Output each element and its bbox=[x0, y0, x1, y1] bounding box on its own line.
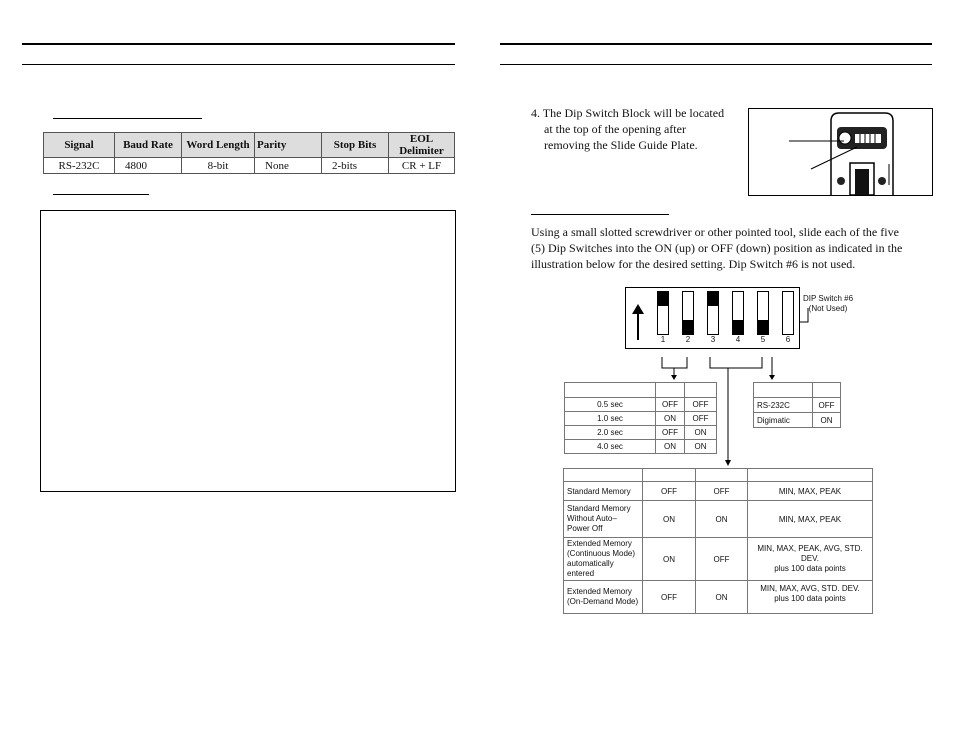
timing-table bbox=[564, 382, 717, 454]
dip-number-5: 5 bbox=[760, 335, 766, 344]
timing-cell-b: OFF bbox=[685, 398, 717, 412]
memory-cell-a: OFF bbox=[643, 581, 696, 614]
timing-cell-label: 0.5 sec bbox=[565, 398, 656, 412]
instructions-line-3: illustration below for the desired setting. Dip Switch #6 is not used. bbox=[531, 257, 856, 271]
memory-cell-stats: MIN, MAX, PEAK bbox=[748, 482, 873, 501]
memory-cell-mode: Standard Memory Without Auto– Power Off bbox=[564, 501, 643, 538]
table-row bbox=[754, 413, 841, 428]
left-header-rule-bottom bbox=[22, 64, 455, 65]
step-4-text bbox=[531, 105, 741, 153]
dip-switch-5[interactable] bbox=[757, 291, 769, 335]
dip-note-line-1: DIP Switch #6 bbox=[802, 294, 854, 303]
dip-switch-2[interactable] bbox=[682, 291, 694, 335]
table-row bbox=[565, 412, 717, 426]
timing-cell-b: OFF bbox=[685, 412, 717, 426]
spec-header-baud-rate: Baud Rate bbox=[115, 133, 182, 158]
table-row bbox=[564, 581, 873, 614]
up-arrow-icon bbox=[628, 302, 648, 342]
timing-cell-a: OFF bbox=[656, 426, 685, 440]
left-heading-underline-2 bbox=[53, 194, 149, 195]
memory-cell-mode: Extended Memory (Continuous Mode) automatically entered bbox=[564, 538, 643, 581]
spec-cell-word-length: 8-bit bbox=[182, 158, 255, 174]
left-empty-box bbox=[40, 210, 456, 492]
timing-cell-a: ON bbox=[656, 440, 685, 454]
dip-switch-6[interactable] bbox=[782, 291, 794, 335]
timing-cell-label: 1.0 sec bbox=[565, 412, 656, 426]
timing-header-row bbox=[565, 383, 717, 398]
step-4-line-2: at the top of the opening after bbox=[544, 122, 686, 136]
memory-cell-stats: MIN, MAX, AVG, STD. DEV. plus 100 data points bbox=[748, 581, 873, 614]
right-header-rule-bottom bbox=[500, 64, 932, 65]
dip-switch-6-note bbox=[800, 294, 856, 314]
table-row bbox=[565, 440, 717, 454]
dip-number-2: 2 bbox=[685, 335, 691, 344]
spec-header-parity: Parity bbox=[255, 133, 322, 158]
instructions-paragraph bbox=[531, 224, 931, 272]
memory-cell-mode: Standard Memory bbox=[564, 482, 643, 501]
table-row bbox=[754, 398, 841, 413]
dip-switch-1[interactable] bbox=[657, 291, 669, 335]
right-heading-underline bbox=[531, 214, 669, 215]
dip-note-line-2: (Not Used) bbox=[808, 304, 848, 313]
table-row bbox=[564, 538, 873, 581]
instructions-line-2: (5) Dip Switches into the ON (up) or OFF (down) position as indicated in the bbox=[531, 241, 903, 255]
output-header-row bbox=[754, 383, 841, 398]
memory-cell-b: ON bbox=[696, 581, 748, 614]
spec-cell-baud-rate: 4800 bbox=[115, 158, 182, 174]
spec-table-header-row bbox=[44, 133, 455, 158]
output-table bbox=[753, 382, 841, 428]
memory-cell-b: OFF bbox=[696, 482, 748, 501]
spec-table-row bbox=[44, 158, 455, 174]
timing-cell-label: 4.0 sec bbox=[565, 440, 656, 454]
memory-cell-mode: Extended Memory (On-Demand Mode) bbox=[564, 581, 643, 614]
timing-cell-label: 2.0 sec bbox=[565, 426, 656, 440]
memory-cell-a: OFF bbox=[643, 482, 696, 501]
instructions-line-1: Using a small slotted screwdriver or other pointed tool, slide each of the five bbox=[531, 225, 899, 239]
table-row bbox=[565, 398, 717, 412]
timing-cell-a: ON bbox=[656, 412, 685, 426]
dip-number-6: 6 bbox=[785, 335, 791, 344]
spec-header-eol-delimiter: EOL Delimiter bbox=[389, 133, 455, 158]
memory-cell-stats: MIN, MAX, PEAK, AVG, STD. DEV. plus 100 data points bbox=[748, 538, 873, 581]
spec-header-word-length: Word Length bbox=[182, 133, 255, 158]
output-cell-label: RS-232C bbox=[754, 398, 813, 413]
output-cell-label: Digimatic bbox=[754, 413, 813, 428]
left-header-rule-top bbox=[22, 43, 455, 45]
timing-cell-b: ON bbox=[685, 426, 717, 440]
dip-number-1: 1 bbox=[660, 335, 666, 344]
memory-cell-b: OFF bbox=[696, 538, 748, 581]
spec-cell-eol-delimiter: CR + LF bbox=[389, 158, 455, 174]
dip-number-3: 3 bbox=[710, 335, 716, 344]
output-cell-value: OFF bbox=[813, 398, 841, 413]
memory-cell-a: ON bbox=[643, 501, 696, 538]
table-row bbox=[565, 426, 717, 440]
spec-cell-parity: None bbox=[255, 158, 322, 174]
memory-cell-stats: MIN, MAX, PEAK bbox=[748, 501, 873, 538]
dip-switch-3[interactable] bbox=[707, 291, 719, 335]
left-heading-underline-1 bbox=[53, 118, 202, 119]
dip-number-4: 4 bbox=[735, 335, 741, 344]
memory-mode-table bbox=[563, 468, 873, 614]
memory-header-row bbox=[564, 469, 873, 482]
dip-switch-block bbox=[625, 287, 800, 349]
output-cell-value: ON bbox=[813, 413, 841, 428]
right-header-rule-top bbox=[500, 43, 932, 45]
step-4-line-1: 4. The Dip Switch Block will be located bbox=[531, 106, 725, 120]
dip-switch-4[interactable] bbox=[732, 291, 744, 335]
timing-cell-b: ON bbox=[685, 440, 717, 454]
communication-spec-table bbox=[43, 132, 455, 174]
spec-header-stop-bits: Stop Bits bbox=[322, 133, 389, 158]
dip-switch-location-illustration bbox=[748, 108, 933, 196]
spec-cell-stop-bits: 2-bits bbox=[322, 158, 389, 174]
table-row bbox=[564, 501, 873, 538]
step-4-line-3: removing the Slide Guide Plate. bbox=[544, 138, 698, 152]
spec-header-signal: Signal bbox=[44, 133, 115, 158]
timing-cell-a: OFF bbox=[656, 398, 685, 412]
device-drawing bbox=[749, 109, 932, 195]
table-row bbox=[564, 482, 873, 501]
memory-cell-b: ON bbox=[696, 501, 748, 538]
memory-cell-a: ON bbox=[643, 538, 696, 581]
spec-cell-signal: RS-232C bbox=[44, 158, 115, 174]
